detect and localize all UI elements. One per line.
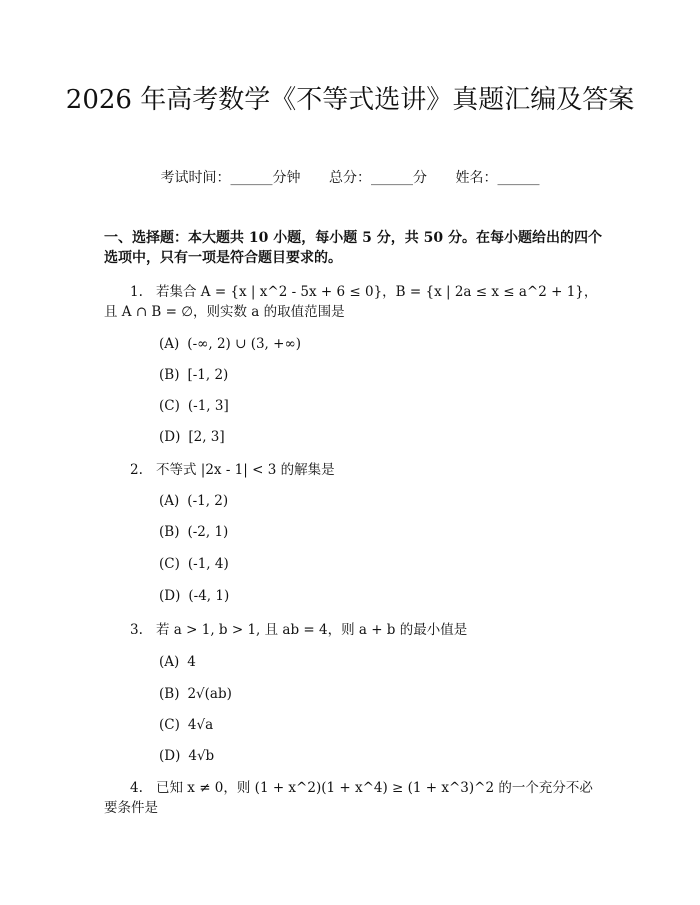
option-label: (A) [159,654,180,670]
question-2 [104,460,604,480]
option-text: 2√(ab) [187,686,232,702]
option-label: (D) [159,588,181,604]
question-2-option-a [159,491,228,511]
question-text: 若 a > 1, b > 1, 且 ab = 4，则 a + b 的最小值是 [156,622,468,638]
option-text: (-1, 2) [187,493,229,509]
question-text: 若集合 A = {x | x^2 - 5x + 6 ≤ 0}，B = {x | 2a ≤ x ≤ a^2 + 1}，且 A ∩ B = ∅，则实数 a 的取值范围是 [104,284,598,320]
option-text: 4√b [188,748,215,764]
question-number: 3. [130,622,143,638]
question-1-option-c [159,396,229,416]
option-text: 4 [187,654,196,670]
exam-time-field: 考试时间：______分钟 [160,170,301,186]
section-heading: 一、选择题：本大题共 10 小题，每小题 5 分，共 50 分。在每小题给出的四个选项中，只有一项是符合题目要求的。 [104,230,602,266]
question-3-option-b [159,684,232,704]
document-title: 2026 年高考数学《不等式选讲》真题汇编及答案 [65,85,635,115]
student-name-field: 姓名：______ [455,170,540,186]
question-1-option-a [159,334,301,354]
question-3-option-c [159,715,213,735]
question-4 [104,778,604,818]
option-label: (D) [159,748,181,764]
question-text: 不等式 |2x - 1| < 3 的解集是 [156,462,335,478]
option-label: (A) [159,336,180,352]
exam-info-line [0,168,700,188]
option-label: (C) [159,398,180,414]
question-text: 已知 x ≠ 0，则 (1 + x^2)(1 + x^4) ≥ (1 + x^3)^2 的一个充分不必要条件是 [104,780,593,816]
option-text: (-1, 4) [187,556,229,572]
question-2-option-b [159,522,228,542]
option-label: (B) [159,367,180,383]
question-3 [104,620,604,640]
option-label: (B) [159,686,180,702]
option-text: (-4, 1) [188,588,230,604]
option-label: (D) [159,429,181,445]
option-label: (C) [159,556,180,572]
question-2-option-c [159,554,229,574]
question-number: 1. [130,284,143,300]
option-text: (-2, 1) [187,524,229,540]
question-3-option-a [159,652,196,672]
total-score-field: 总分：______分 [329,170,427,186]
question-1-option-d [159,427,225,447]
question-2-option-d [159,586,229,606]
option-text: 4√a [187,717,214,733]
question-3-option-d [159,746,214,766]
option-label: (A) [159,493,180,509]
question-1-option-b [159,365,228,385]
option-label: (B) [159,524,180,540]
option-text: [-1, 2) [187,367,229,383]
option-label: (C) [159,717,180,733]
question-number: 2. [130,462,143,478]
option-text: (-1, 3] [187,398,229,414]
option-text: (-∞, 2) ∪ (3, +∞) [187,336,301,352]
question-number: 4. [130,780,143,796]
option-text: [2, 3] [188,429,225,445]
question-1 [104,282,604,322]
